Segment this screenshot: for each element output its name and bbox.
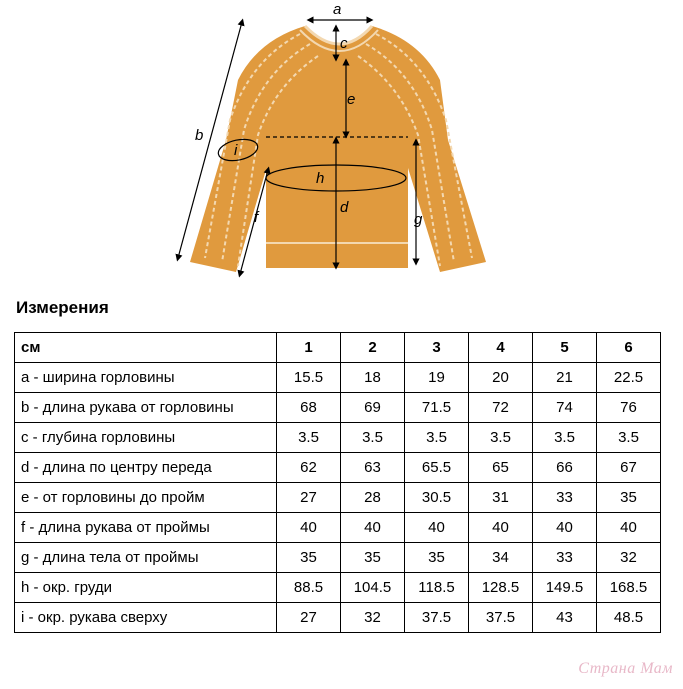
table-cell: 72	[469, 393, 533, 423]
table-row	[15, 603, 661, 633]
row-label: c - глубина горловины	[15, 423, 277, 453]
table-cell: 33	[533, 483, 597, 513]
table-cell: 27	[277, 603, 341, 633]
table-cell: 35	[597, 483, 661, 513]
label-i: i	[234, 142, 238, 159]
table-cell: 15.5	[277, 363, 341, 393]
label-a: a	[333, 1, 342, 18]
table-cell: 3.5	[597, 423, 661, 453]
table-cell: 3.5	[533, 423, 597, 453]
label-d: d	[340, 199, 349, 216]
table-cell: 3.5	[277, 423, 341, 453]
table-cell: 65	[469, 453, 533, 483]
measurements-table	[14, 332, 661, 633]
sweater-diagram	[150, 0, 510, 290]
size-header: 3	[405, 333, 469, 363]
section-title: Измерения	[16, 298, 109, 317]
table-cell: 40	[341, 513, 405, 543]
table-cell: 3.5	[341, 423, 405, 453]
table-cell: 88.5	[277, 573, 341, 603]
table-cell: 128.5	[469, 573, 533, 603]
table-cell: 40	[405, 513, 469, 543]
row-label: d - длина по центру переда	[15, 453, 277, 483]
label-b: b	[195, 127, 204, 144]
table-cell: 63	[341, 453, 405, 483]
table-cell: 35	[405, 543, 469, 573]
table-cell: 43	[533, 603, 597, 633]
table-cell: 28	[341, 483, 405, 513]
row-label: i - окр. рукава сверху	[15, 603, 277, 633]
size-header: 6	[597, 333, 661, 363]
size-header: 4	[469, 333, 533, 363]
row-label: e - от горловины до пройм	[15, 483, 277, 513]
table-row	[15, 363, 661, 393]
table-cell: 168.5	[597, 573, 661, 603]
table-cell: 35	[277, 543, 341, 573]
table-row	[15, 483, 661, 513]
label-c: c	[340, 35, 348, 52]
label-g: g	[414, 211, 423, 228]
table-cell: 34	[469, 543, 533, 573]
table-cell: 33	[533, 543, 597, 573]
table-cell: 40	[277, 513, 341, 543]
table-row	[15, 543, 661, 573]
table-cell: 68	[277, 393, 341, 423]
label-f: f	[254, 209, 259, 226]
row-label: f - длина рукава от проймы	[15, 513, 277, 543]
watermark: Страна Мам	[578, 660, 673, 677]
table-cell: 19	[405, 363, 469, 393]
table-cell: 40	[597, 513, 661, 543]
table-cell: 104.5	[341, 573, 405, 603]
table-cell: 74	[533, 393, 597, 423]
table-cell: 32	[341, 603, 405, 633]
table-cell: 18	[341, 363, 405, 393]
table-cell: 3.5	[469, 423, 533, 453]
table-cell: 48.5	[597, 603, 661, 633]
table-cell: 3.5	[405, 423, 469, 453]
table-cell: 21	[533, 363, 597, 393]
table-cell: 69	[341, 393, 405, 423]
table-cell: 76	[597, 393, 661, 423]
table-body	[15, 363, 661, 633]
table-row	[15, 573, 661, 603]
table-cell: 149.5	[533, 573, 597, 603]
table-cell: 27	[277, 483, 341, 513]
table-row	[15, 423, 661, 453]
table-cell: 65.5	[405, 453, 469, 483]
table-header-row	[15, 333, 661, 363]
table-cell: 31	[469, 483, 533, 513]
table-cell: 40	[533, 513, 597, 543]
row-label: g - длина тела от проймы	[15, 543, 277, 573]
table-row	[15, 453, 661, 483]
table-cell: 35	[341, 543, 405, 573]
table-row	[15, 393, 661, 423]
corner-cell: см	[15, 333, 277, 363]
table-cell: 37.5	[405, 603, 469, 633]
table-row	[15, 513, 661, 543]
table-cell: 62	[277, 453, 341, 483]
label-e: e	[347, 91, 356, 108]
table-cell: 32	[597, 543, 661, 573]
size-header: 2	[341, 333, 405, 363]
row-label: h - окр. груди	[15, 573, 277, 603]
table-cell: 118.5	[405, 573, 469, 603]
label-h: h	[316, 170, 325, 187]
row-label: b - длина рукава от горловины	[15, 393, 277, 423]
table-cell: 71.5	[405, 393, 469, 423]
table-cell: 66	[533, 453, 597, 483]
size-header: 1	[277, 333, 341, 363]
size-header: 5	[533, 333, 597, 363]
table-cell: 67	[597, 453, 661, 483]
table-cell: 37.5	[469, 603, 533, 633]
table-cell: 20	[469, 363, 533, 393]
table-cell: 40	[469, 513, 533, 543]
table-cell: 22.5	[597, 363, 661, 393]
table-cell: 30.5	[405, 483, 469, 513]
row-label: a - ширина горловины	[15, 363, 277, 393]
